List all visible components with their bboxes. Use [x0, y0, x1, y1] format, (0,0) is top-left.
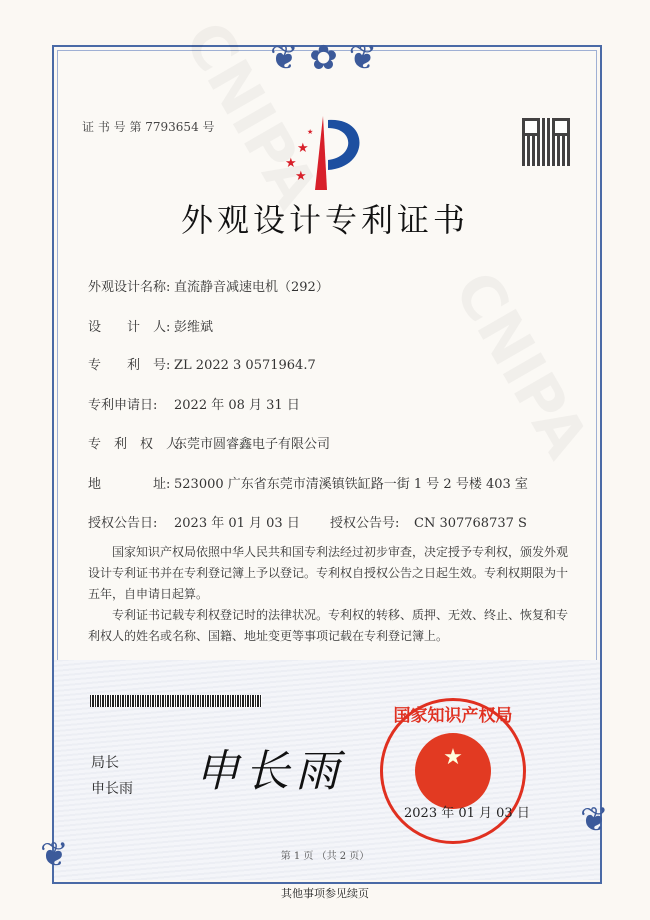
field-value: 直流静音减速电机（292） — [174, 280, 329, 295]
field-announce-number — [330, 512, 527, 531]
field-application-date — [88, 394, 300, 413]
field-patent-number — [88, 354, 316, 373]
corner-ornament-right-icon: ❦ — [580, 800, 609, 840]
field-label: 设 计 人: — [88, 320, 171, 335]
seal-date: 2023 年 01 月 03 日 — [404, 806, 530, 821]
svg-text:★: ★ — [297, 141, 309, 156]
official-seal — [380, 698, 526, 844]
field-value: 2023 年 01 月 03 日 — [174, 516, 300, 531]
corner-ornament-left-icon: ❦ — [40, 835, 69, 875]
barcode — [90, 695, 262, 707]
field-label: 外观设计名称: — [88, 280, 171, 295]
svg-text:★: ★ — [285, 156, 297, 171]
paragraph-grant: 国家知识产权局依照中华人民共和国专利法经过初步审查，决定授予专利权，颁发外观设计专利证书并在专利登记簿上予以登记。专利权自授权公告之日起生效。专利权期限为十五年，自申请日起算。 — [88, 545, 569, 601]
page-indicator: 第 1 页 （共 2 页） — [280, 851, 370, 862]
national-emblem-icon: ★ — [415, 733, 491, 809]
field-patentee — [88, 433, 330, 452]
top-ornament-icon: ❦ ✿ ❦ — [270, 38, 378, 78]
field-value: ZL 2022 3 0571964.7 — [174, 358, 316, 373]
field-value: 彭维斌 — [174, 320, 214, 335]
signatory-title: 局长 — [91, 755, 119, 771]
seal-text: 国家知识产权局 — [393, 706, 513, 726]
signature: 申长雨 — [195, 746, 345, 797]
field-designer — [88, 316, 213, 335]
field-label: 专 利 号: — [88, 358, 171, 373]
qr-code[interactable] — [522, 118, 570, 166]
field-value: 2022 年 08 月 31 日 — [174, 398, 300, 413]
cnipa-logo-icon — [275, 112, 365, 192]
field-label: 授权公告号: — [330, 516, 400, 531]
field-label: 专 利 权 人: — [88, 437, 184, 452]
field-label: 授权公告日: — [88, 516, 158, 531]
paragraph-legal-status: 专利证书记载专利权登记时的法律状况。专利权的转移、质押、无效、终止、恢复和专利权人的姓名或名称、国籍、地址变更等事项记载在专利登记簿上。 — [88, 608, 569, 643]
certificate-number: 证 书 号 第 7793654 号 — [82, 120, 215, 134]
svg-text:★: ★ — [295, 169, 307, 184]
page-title: 外观设计专利证书 — [180, 201, 469, 239]
field-announce-date — [88, 512, 300, 531]
field-design-name — [88, 276, 329, 295]
field-value: CN 307768737 S — [414, 516, 527, 531]
field-address — [88, 473, 528, 492]
svg-text:★: ★ — [307, 128, 314, 136]
field-value: 523000 广东省东莞市清溪镇铁缸路一街 1 号 2 号楼 403 室 — [174, 477, 528, 492]
field-label: 专利申请日: — [88, 398, 158, 413]
field-value: 东莞市圆睿鑫电子有限公司 — [174, 437, 331, 452]
footer-note: 其他事项参见续页 — [281, 887, 369, 900]
signatory-name: 申长雨 — [91, 781, 133, 797]
field-label: 地 址: — [88, 477, 171, 492]
